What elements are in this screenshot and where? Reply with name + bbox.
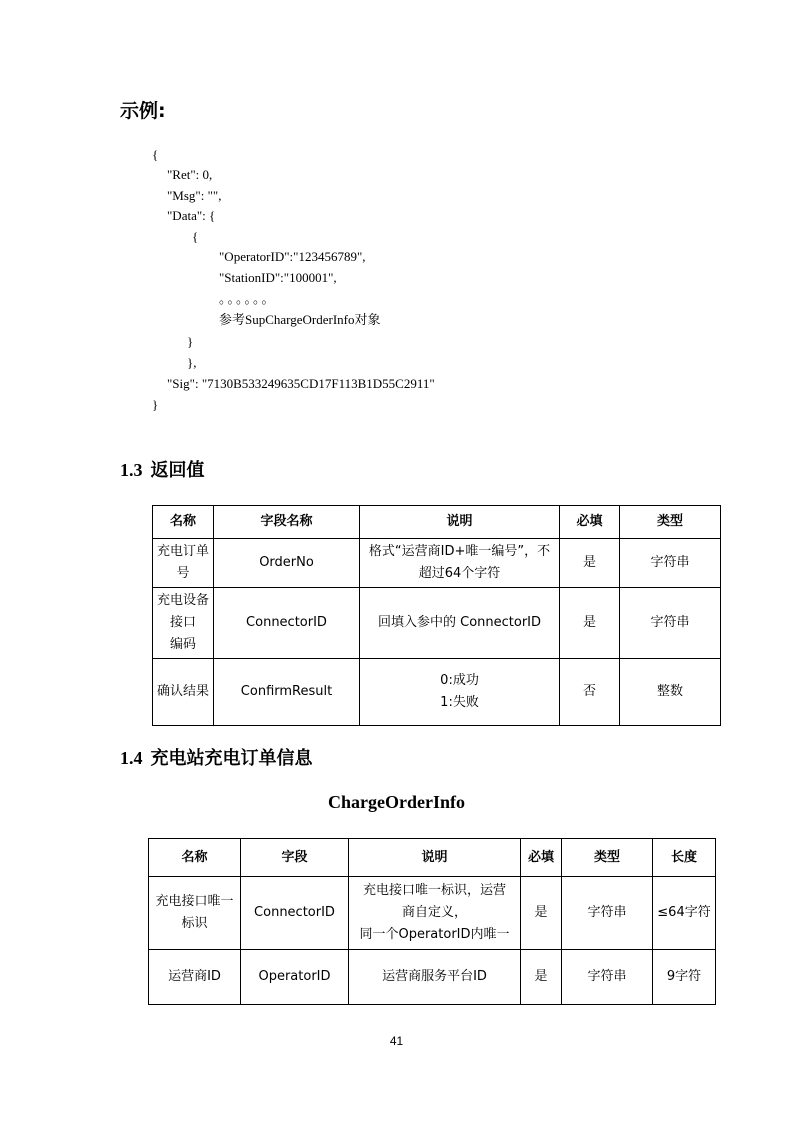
code-line: }: [152, 397, 159, 412]
code-line: "Msg": "",: [167, 188, 222, 203]
table-header-row: [153, 506, 721, 539]
table-cell: 是: [521, 950, 562, 1005]
cell-line: 充电设备接口: [157, 593, 210, 630]
code-line: {: [192, 229, 199, 244]
table-cell: 充电订单号: [153, 539, 214, 588]
table-header: 字段名称: [214, 506, 360, 539]
charge-order-info-table: [148, 838, 716, 1005]
table-header: 必填: [560, 506, 620, 539]
table-cell: OrderNo: [214, 539, 360, 588]
section-title-text: 充电站充电订单信息: [150, 748, 313, 769]
cell-line: 超过64个字符: [418, 566, 501, 581]
table-cell: 确认结果: [153, 659, 214, 726]
table-row: [153, 539, 721, 588]
section-1-4-title: [120, 744, 313, 770]
cell-line: 格式“运营商ID+唯一编号”，不: [368, 544, 551, 559]
table-cell: [149, 877, 241, 950]
code-line: },: [187, 355, 197, 370]
table-cell: 运营商ID: [149, 950, 241, 1005]
table-cell: 是: [560, 539, 620, 588]
table-row: [153, 588, 721, 659]
code-line: }: [187, 334, 194, 349]
cell-line: 同一个OperatorID内唯一: [359, 927, 510, 942]
code-line: "OperatorID":"123456789",: [219, 249, 366, 264]
section-number: 1.4: [120, 748, 143, 768]
table-cell: 字符串: [562, 950, 653, 1005]
table-row: [153, 659, 721, 726]
table-cell: 字符串: [620, 539, 721, 588]
cell-line: 0:成功: [440, 673, 479, 688]
section-title-text: 返回值: [150, 460, 205, 481]
section-number: 1.3: [120, 460, 143, 480]
cell-line: 商自定义，: [401, 905, 467, 920]
cell-line: 编码: [169, 637, 196, 652]
table-cell: 字符串: [620, 588, 721, 659]
table-cell: 是: [560, 588, 620, 659]
table-header: 类型: [620, 506, 721, 539]
table-cell: 9字符: [653, 950, 716, 1005]
table-cell: 回填入参中的 ConnectorID: [360, 588, 560, 659]
table-cell: ConfirmResult: [214, 659, 360, 726]
table-cell: 整数: [620, 659, 721, 726]
table-cell: OperatorID: [241, 950, 349, 1005]
cell-line: 充电接口唯一: [155, 894, 234, 909]
code-line: "Sig": "7130B533249635CD17F113B1D55C2911": [167, 376, 435, 391]
table-cell: ≤64字符: [653, 877, 716, 950]
code-line: "Data": {: [167, 208, 216, 223]
table-row: [149, 877, 716, 950]
table-cell: [153, 588, 214, 659]
code-line: 。。。。。。: [219, 291, 277, 306]
cell-line: 充电接口唯一标识，运营: [362, 883, 506, 898]
object-title: ChargeOrderInfo: [328, 792, 465, 812]
table-header: 必填: [521, 839, 562, 877]
table-cell: [360, 659, 560, 726]
table-header: 长度: [653, 839, 716, 877]
table-row: [149, 950, 716, 1005]
page-number: 41: [389, 1034, 404, 1048]
table-header-row: [149, 839, 716, 877]
code-line: "Ret": 0,: [167, 167, 213, 182]
table-cell: ConnectorID: [241, 877, 349, 950]
table-cell: 是: [521, 877, 562, 950]
table-header: 说明: [360, 506, 560, 539]
return-value-table: [152, 505, 721, 726]
example-heading: 示例:: [120, 100, 166, 122]
section-1-3-title: [120, 456, 205, 482]
table-cell: 运营商服务平台ID: [349, 950, 521, 1005]
cell-line: 标识: [181, 916, 208, 931]
table-cell: 字符串: [562, 877, 653, 950]
table-cell: 否: [560, 659, 620, 726]
table-cell: [349, 877, 521, 950]
cell-line: 1:失败: [440, 695, 479, 710]
table-header: 名称: [149, 839, 241, 877]
table-header: 名称: [153, 506, 214, 539]
code-line: "StationID":"100001",: [219, 270, 337, 285]
code-line: 参考SupChargeOrderInfo对象: [219, 312, 381, 327]
table-header: 说明: [349, 839, 521, 877]
table-cell: ConnectorID: [214, 588, 360, 659]
code-line: {: [152, 147, 159, 162]
table-header: 类型: [562, 839, 653, 877]
table-cell: [360, 539, 560, 588]
table-header: 字段: [241, 839, 349, 877]
